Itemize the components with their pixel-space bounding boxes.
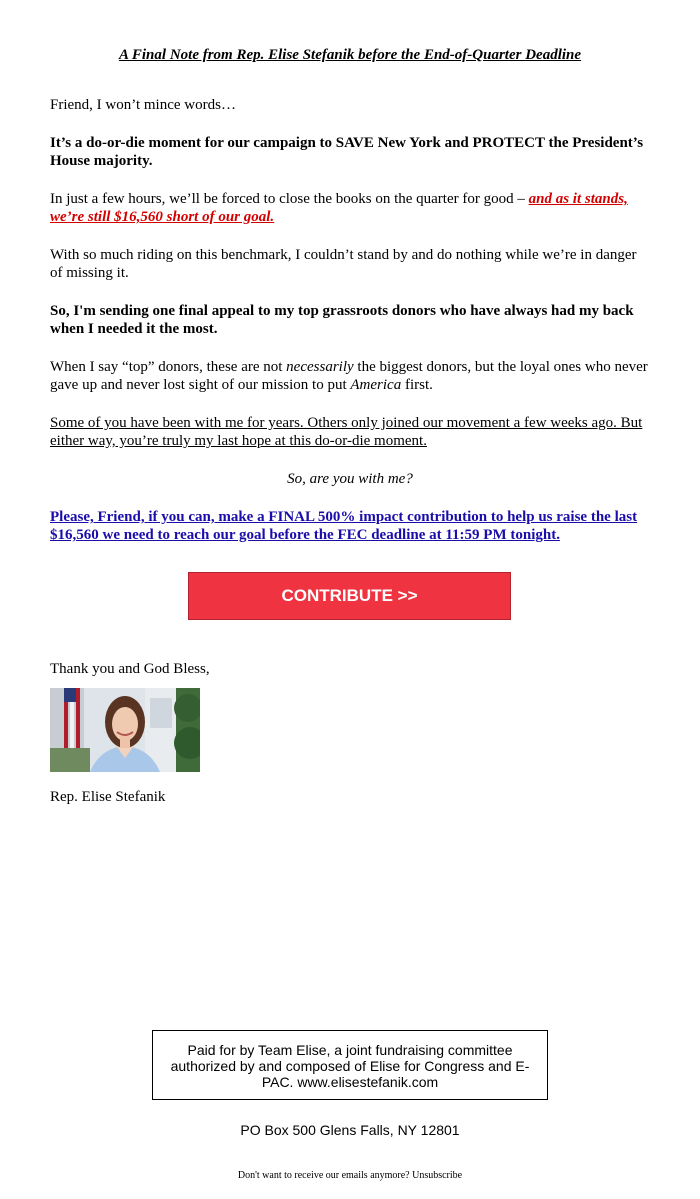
top-donors-em-necessarily: necessarily <box>286 359 354 375</box>
candidate-photo <box>50 688 200 772</box>
paragraph-benchmark: With so much riding on this benchmark, I couldn’t stand by and do nothing while we’re in danger of missing it. <box>50 247 637 281</box>
top-donors-text-b: the biggest donors, but the loyal ones who never gave up and never lost sight of our mission to put <box>50 359 648 393</box>
contribute-button[interactable]: CONTRIBUTE >> <box>188 572 511 620</box>
candidate-portrait-image <box>50 688 200 772</box>
mailing-address: PO Box 500 Glens Falls, NY 12801 <box>240 1122 460 1138</box>
paragraph-deadline-text: In just a few hours, we’ll be forced to close the books on the quarter for good – <box>50 191 529 207</box>
ask-paragraph <box>50 508 650 544</box>
paragraph-do-or-die: It’s a do-or-die moment for our campaign to SAVE New York and PROTECT the President’s House majority. <box>50 135 644 169</box>
paragraph-deadline <box>50 190 650 226</box>
paragraph-top-donors <box>50 358 650 394</box>
greeting: Friend, I won’t mince words… <box>50 97 236 113</box>
unsubscribe-line[interactable]: Don't want to receive our emails anymore? Unsubscribe <box>237 1170 463 1181</box>
signature-name: Rep. Elise Stefanik <box>50 789 166 805</box>
top-donors-em-america: America <box>350 377 402 393</box>
question-line: So, are you with me? <box>287 471 413 487</box>
shortfall-highlight: and as it stands, we’re still $16,560 short of our goal. <box>50 191 628 225</box>
contribute-text-link[interactable]: Please, Friend, if you can, make a FINAL 500% impact contribution to help us raise the last $16,560 we need to reach our goal before the FEC deadline at 11:59 PM tonight. <box>50 509 638 543</box>
top-donors-text-c: first. <box>401 377 433 393</box>
paragraph-final-appeal: So, I'm sending one final appeal to my top grassroots donors who have always had my back when I needed it the most. <box>50 303 634 337</box>
paid-for-disclaimer: Paid for by Team Elise, a joint fundraising committee authorized by and composed of Elise for Congress and E-PAC. www.elisestefanik.com <box>152 1030 548 1100</box>
top-donors-text-a: When I say “top” donors, these are not <box>50 359 287 375</box>
email-title: A Final Note from Rep. Elise Stefanik before the End-of-Quarter Deadline <box>118 47 582 63</box>
paragraph-last-hope: Some of you have been with me for years. Others only joined our movement a few weeks ago. But either way, you’re truly my last hope at this do-or-die moment. <box>50 415 643 449</box>
signoff: Thank you and God Bless, <box>50 661 210 677</box>
